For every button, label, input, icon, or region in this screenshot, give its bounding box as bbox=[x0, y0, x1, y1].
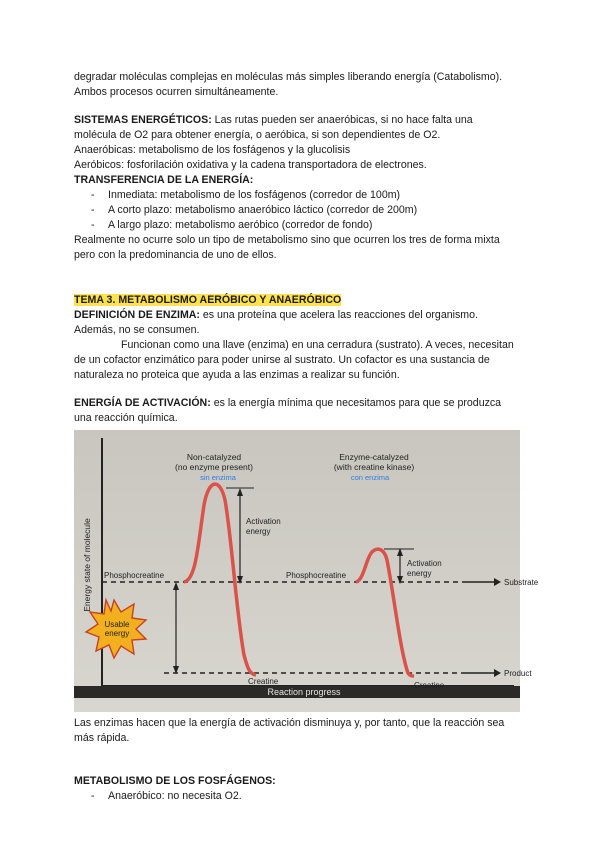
fosfagenos-heading-text: METABOLISMO DE LOS FOSFÁGENOS: bbox=[74, 775, 276, 787]
transferencia-list bbox=[74, 188, 534, 233]
creatine-left-label: Creatine bbox=[248, 677, 279, 686]
y-axis-label: Energy state of molecule bbox=[82, 518, 92, 612]
phospho-right-label: Phosphocreatine bbox=[286, 571, 347, 580]
transferencia-heading-text: TRANSFERENCIA DE LA ENERGÍA: bbox=[74, 174, 254, 186]
transferencia-closing-1: Realmente no ocurre solo un tipo de metabolismo sino que ocurren los tres de forma mixta bbox=[74, 234, 500, 246]
sistemas-text-2: molécula de O2 para obtener energía, o aeróbica, si son dependientes de O2. bbox=[74, 129, 441, 141]
x-axis-label: Reaction progress bbox=[267, 687, 341, 697]
activacion-label: ENERGÍA DE ACTIVACIÓN: bbox=[74, 397, 211, 409]
funcionan-line-3: naturaleza no proteica que ayuda a las enzimas a realizar su función. bbox=[74, 369, 400, 381]
activacion-text-2: una reacción química. bbox=[74, 412, 178, 424]
tema3-title: TEMA 3. METABOLISMO AERÓBICO Y ANAERÓBICO bbox=[74, 294, 342, 306]
intro-line-1: degradar moléculas complejas en moléculas más simples liberando energía (Catabolismo). bbox=[74, 71, 503, 83]
usable-arrowhead-up bbox=[173, 582, 179, 590]
product-label: Product bbox=[504, 669, 532, 678]
phospho-left-label: Phosphocreatine bbox=[104, 571, 165, 580]
transferencia-heading bbox=[74, 173, 534, 188]
left-activation-label-1: Activation bbox=[246, 517, 281, 526]
activation-energy-figure bbox=[74, 430, 539, 712]
left-activation-label-2: energy bbox=[246, 527, 271, 536]
list-item: - Anaeróbico: no necesita O2. bbox=[91, 789, 534, 804]
non-catalyzed-curve bbox=[184, 484, 256, 675]
caption-line-2: más rápida. bbox=[74, 732, 130, 744]
right-activation-label-2: energy bbox=[407, 569, 432, 578]
fosfagenos-list bbox=[74, 789, 534, 804]
funcionan-line-2: de un cofactor enzimático para poder unirse al sustrato. Un cofactor es una sustancia de bbox=[74, 354, 490, 366]
right-title-2: (with creatine kinase) bbox=[333, 462, 415, 472]
right-activation-label-1: Activation bbox=[407, 559, 442, 568]
usable-label-1: Usable bbox=[104, 620, 130, 629]
list-item: - Inmediata: metabolismo de los fosfágenos (corredor de 100m) bbox=[91, 188, 534, 203]
right-title-1: Enzyme-catalyzed bbox=[339, 452, 409, 462]
definicion-paragraph bbox=[74, 308, 534, 323]
sistemas-text-1: Las rutas pueden ser anaeróbicas, si no hace falta una bbox=[211, 114, 473, 126]
usable-label-2: energy bbox=[104, 629, 130, 638]
definicion-label: DEFINICIÓN DE ENZIMA: bbox=[74, 309, 200, 321]
transferencia-closing-2: pero con la predominancia de uno de ellos. bbox=[74, 249, 277, 261]
sistemas-paragraph bbox=[74, 113, 534, 128]
left-note: sin enzima bbox=[200, 473, 236, 482]
substrate-arrowhead bbox=[494, 578, 501, 586]
fosfagenos-heading bbox=[74, 774, 534, 789]
activacion-paragraph bbox=[74, 396, 534, 411]
right-note: con enzima bbox=[350, 473, 390, 482]
left-title-1: Non-catalyzed bbox=[186, 452, 242, 462]
substrate-label: Substrate bbox=[504, 578, 539, 587]
creatine-right-label: Creatine bbox=[414, 681, 445, 690]
funcionan-line-1: Funcionan como una llave (enzima) en una cerradura (sustrato). A veces, necesitan bbox=[121, 339, 514, 351]
catalyzed-curve bbox=[356, 549, 414, 676]
definicion-text-2: Además, no se consumen. bbox=[74, 324, 200, 336]
sistemas-heading: SISTEMAS ENERGÉTICOS: bbox=[74, 114, 212, 126]
activacion-text-1: es la energía mínima que necesitamos para que se produzca bbox=[210, 397, 502, 409]
definicion-text-1: es una proteína que acelera las reacciones del organismo. bbox=[199, 309, 478, 321]
intro-line-2: Ambos procesos ocurren simultáneamente. bbox=[74, 86, 279, 98]
list-item: - A corto plazo: metabolismo anaeróbico láctico (corredor de 200m) bbox=[91, 203, 534, 218]
left-title-2: (no enzyme present) bbox=[175, 462, 253, 472]
tema3-title-line bbox=[74, 293, 534, 308]
energy-diagram bbox=[74, 430, 539, 712]
sistemas-line-3: Anaeróbicas: metabolismo de los fosfágenos y la glucolisis bbox=[74, 144, 351, 156]
document-page bbox=[74, 70, 539, 804]
sistemas-line-4: Aeróbicos: fosforilación oxidativa y la cadena transportadora de electrones. bbox=[74, 159, 427, 171]
list-item: - A largo plazo: metabolismo aeróbico (corredor de fondo) bbox=[91, 218, 534, 233]
left-activation-arrowhead-up bbox=[237, 488, 243, 496]
product-arrowhead bbox=[494, 669, 501, 677]
caption-line-1: Las enzimas hacen que la energía de activación disminuya y, por tanto, que la reacción sea bbox=[74, 717, 505, 729]
